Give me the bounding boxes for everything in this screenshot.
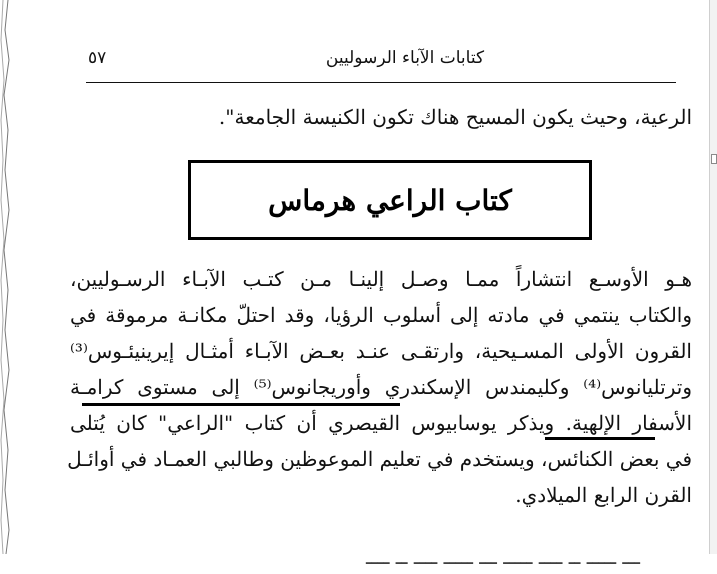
highlight-underline — [545, 437, 655, 440]
section-title-box — [188, 160, 592, 240]
paragraph-line: والكتاب ينتمي في مادته إلى أسلوب الرؤيا، وقد احتلّ مكانـة مرموقة في — [70, 303, 692, 327]
header-rule — [86, 82, 676, 83]
running-header: كتابات الآباء الرسوليين — [325, 48, 485, 68]
cut-off-next-line: ـــ ـــــ ــ ــــ ـــــ ـــ ـــــ ــــ ــ ــــ — [365, 545, 640, 569]
paragraph-line: هـو الأوسـع انتشاراً ممـا وصـل إلينـا مـن كتـب الآبـاء الرسـوليين، — [70, 267, 692, 291]
paragraph-line: القرن الرابع الميلادي. — [515, 483, 692, 507]
paragraph-line: وترتليانوس⁽⁴⁾ وكليمندس الإسكندري وأوريجانوس⁽⁵⁾ إلى مستوى كرامـة — [70, 375, 692, 399]
page-number: ٥٧ — [88, 48, 107, 68]
paragraph-line: في بعض الكنائس، ويستخدم في تعليم الموعوظين وطالبي العمـاد في أوائـل — [67, 447, 692, 471]
vertical-scrollbar[interactable] — [709, 0, 717, 554]
section-title: كتاب الراعي هرماس — [268, 183, 512, 217]
scroll-thumb[interactable] — [711, 154, 717, 164]
paragraph-line: الأسفار الإلهية. ويذكر يوسابيوس القيصري أن كتاب "الراعي" كان يُتلى — [70, 411, 692, 435]
page-left-edge — [0, 0, 12, 554]
paragraph-line: القرون الأولى المسـيحية، وارتقـى عنـد بعـض الآبـاء أمثـال إيرينيئـوس⁽³⁾ — [70, 339, 692, 363]
text-line-top: الرعية، وحيث يكون المسيح هناك تكون الكنيسة الجامعة". — [218, 105, 692, 129]
